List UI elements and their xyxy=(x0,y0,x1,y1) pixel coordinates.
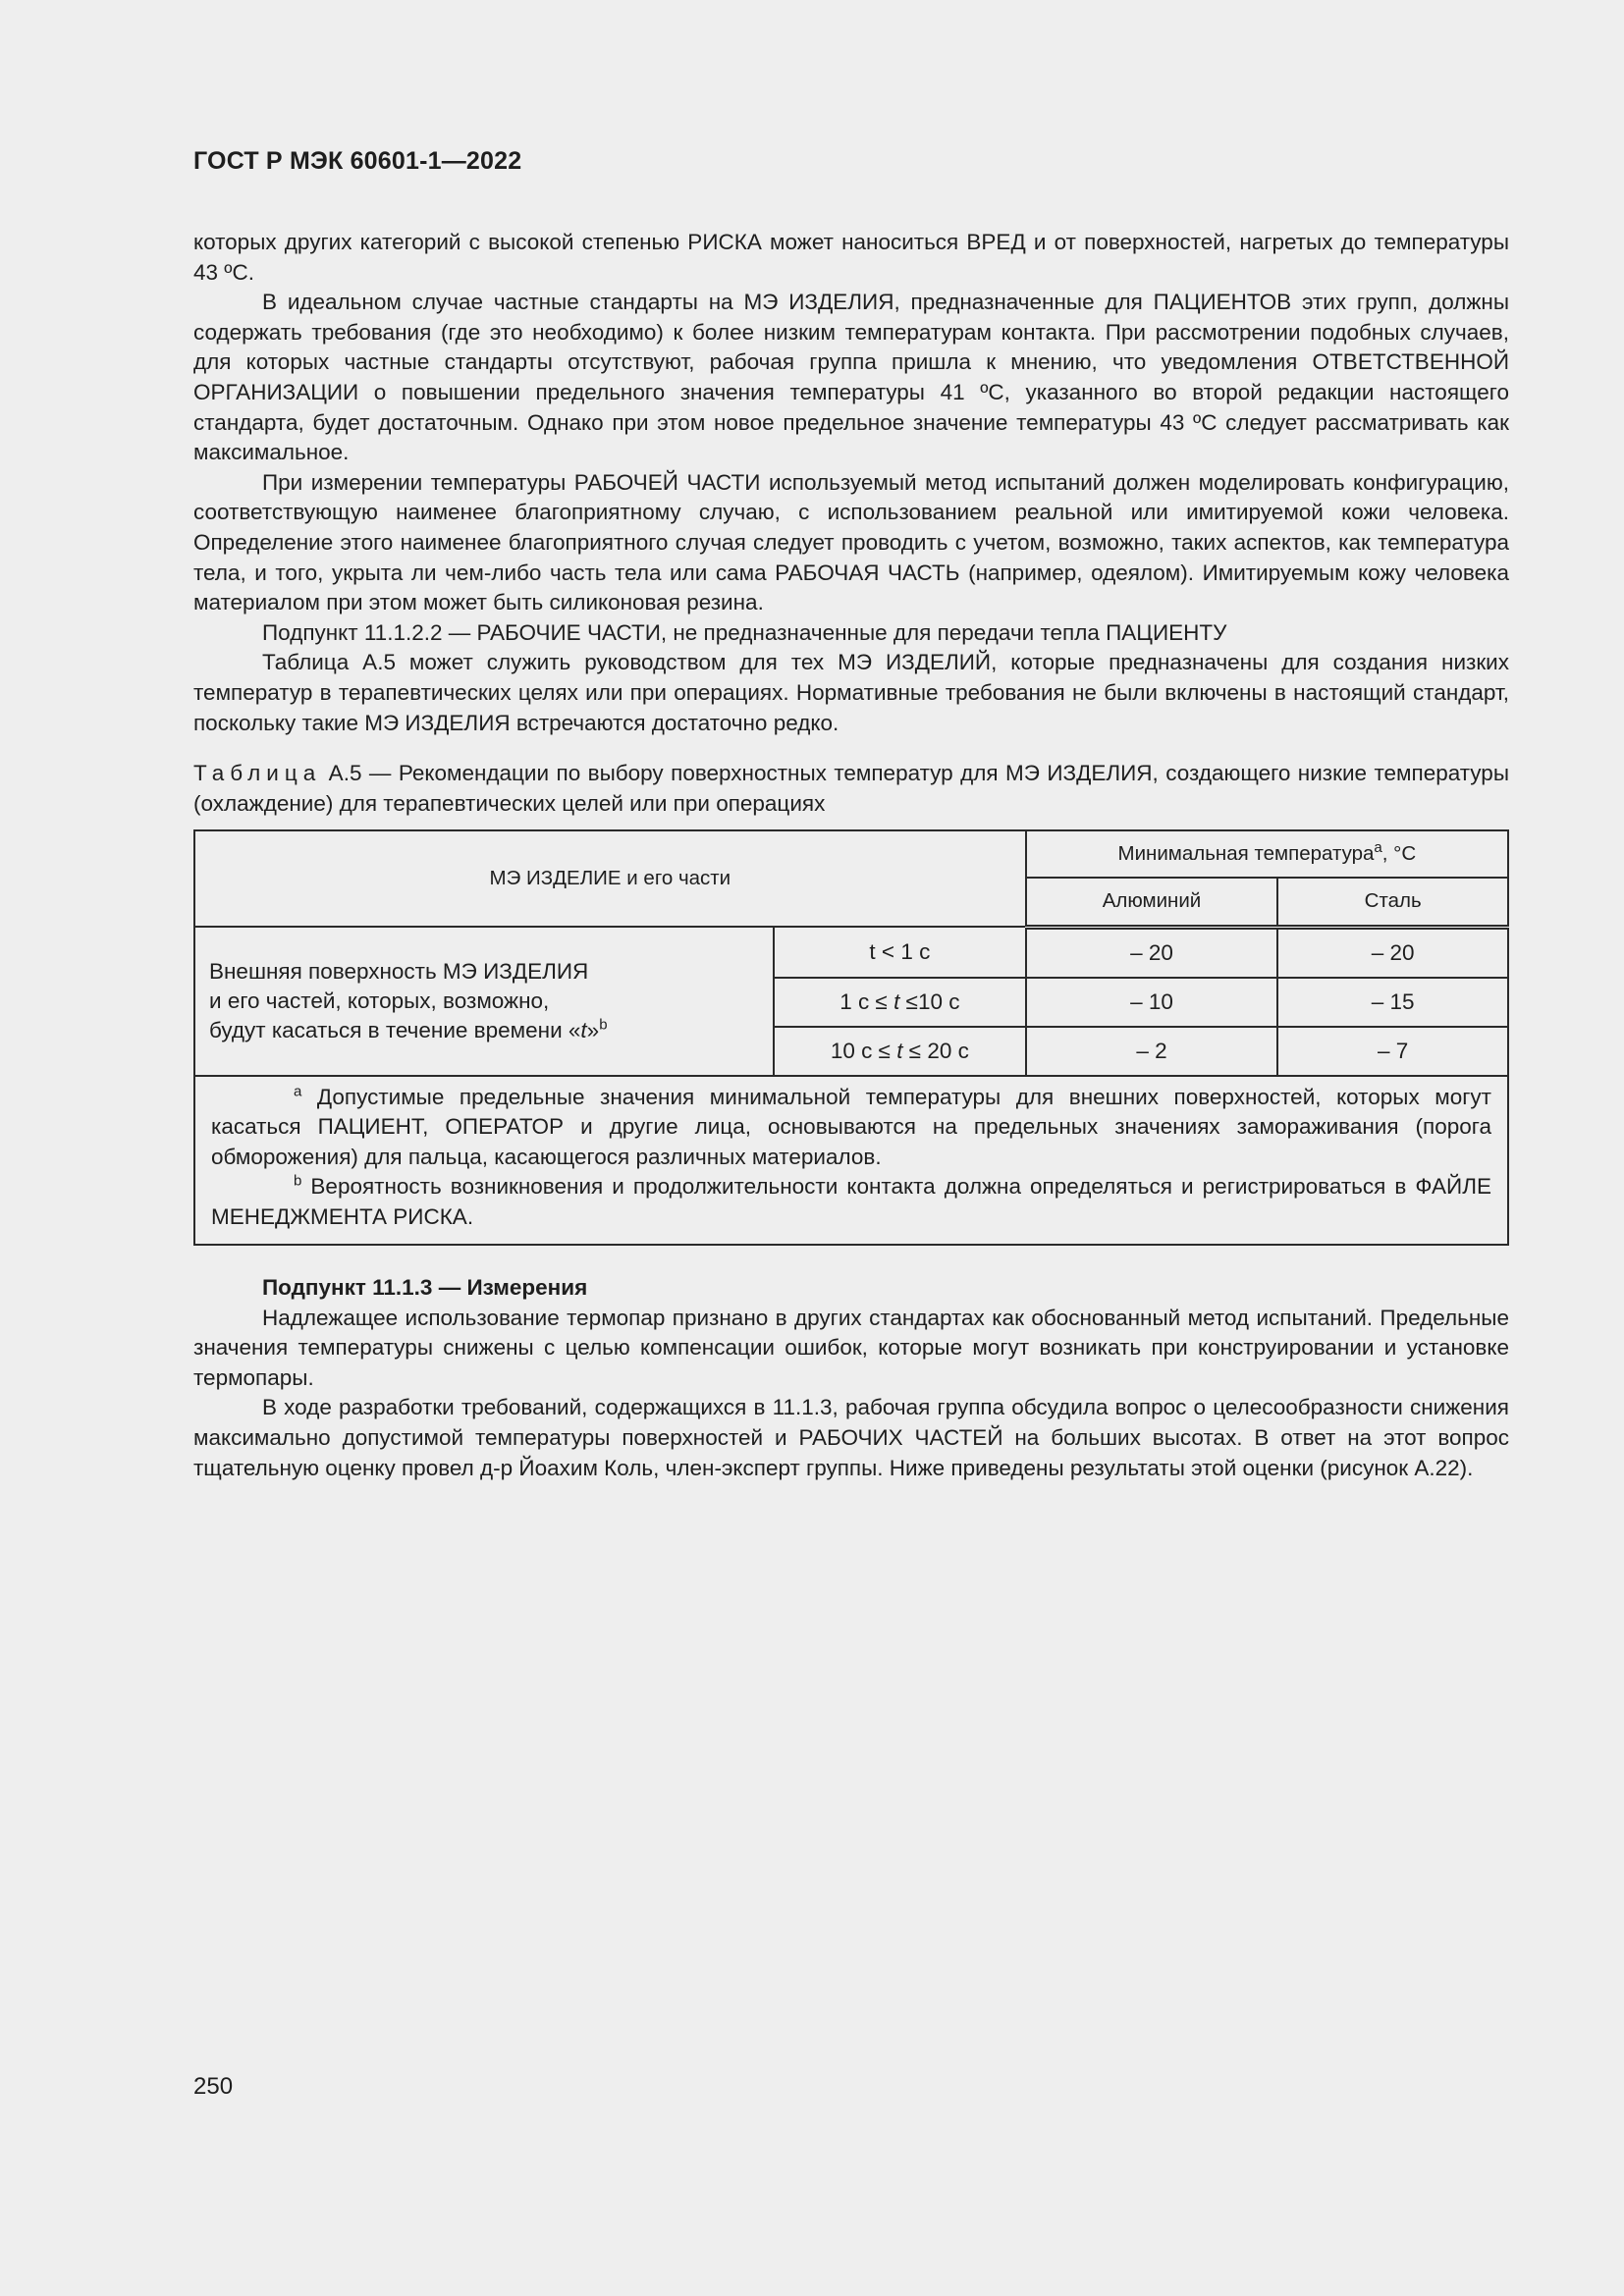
aluminium-value: – 10 xyxy=(1026,978,1278,1027)
header-min-temp-unit: , °С xyxy=(1381,842,1417,866)
table-caption xyxy=(193,759,1509,819)
row-label-line xyxy=(209,1016,759,1045)
paragraph: которых других категорий с высокой степенью РИСКА может наноситься ВРЕД и от поверхностей, нагретых до температуры 43 ºС. xyxy=(193,230,1509,285)
time-text: 1 с ≤ xyxy=(839,988,894,1014)
row-label-external-surface xyxy=(194,927,774,1076)
header-min-temperature xyxy=(1026,830,1508,878)
header-aluminium: Алюминий xyxy=(1026,878,1278,927)
paragraph: При измерении температуры РАБОЧЕЙ ЧАСТИ используемый метод испытаний должен моделировать конфигурацию, соответствующую наименее благоприятному случаю, с использованием реальной или имитируемой кожи человека. Определение этого наименее благоприятного случая следует проводить с учетом, возможно, таких аспектов, как температура тела, и того, укрыта ли чем-либо часть тела или сама РАБОЧАЯ ЧАСТЬ (например, одеялом). Имитируемым кожу человека материалом при этом может быть силиконовая резина. xyxy=(193,469,1509,615)
time-variable: t xyxy=(893,988,900,1014)
body-text-bottom xyxy=(193,1273,1509,1483)
note-a-text: Допустимые предельные значения минимальной температуры для внешних поверхностей, которых могут касаться ПАЦИЕНТ, ОПЕРАТОР и другие лица, основываются на предельных значениях замораживания (порога обморожения) для пальца, касающегося различных материалов. xyxy=(211,1084,1491,1169)
row-label-line: и его частей, которых, возможно, xyxy=(209,988,550,1013)
header-min-temp-text: Минимальная температура xyxy=(1117,842,1375,866)
note-b xyxy=(211,1172,1491,1232)
steel-value: – 20 xyxy=(1277,927,1508,978)
paragraph: В идеальном случае частные стандарты на МЭ ИЗДЕЛИЯ, предназначенные для ПАЦИЕНТОВ этих групп, должны содержать требования (где это необходимо) к более низким температурам контакта. При рассмотрении подобных случаев, для которых частные стандарты отсутствуют, рабочая группа пришла к мнению, что уведомления ОТВЕТСТВЕННОЙ ОРГАНИЗАЦИИ о повышении предельного значения температуры 41 ºС, указанного во второй редакции настоящего стандарта, будет достаточным. Однако при этом новое предельное значение температуры 43 ºС следует рассматривать как максимальное. xyxy=(193,290,1509,465)
paragraph: Подпункт 11.1.2.2 — РАБОЧИЕ ЧАСТИ, не предназначенные для передачи тепла ПАЦИЕНТУ xyxy=(262,619,1227,645)
footnote-mark-a: a xyxy=(294,1083,302,1099)
time-text: 10 с ≤ xyxy=(830,1038,897,1063)
header-device-parts-text: МЭ ИЗДЕЛИЕ и его части xyxy=(489,867,731,889)
steel-value: – 7 xyxy=(1277,1027,1508,1076)
aluminium-value: – 20 xyxy=(1026,927,1278,978)
footnote-mark-b: b xyxy=(599,1016,608,1034)
header-device-parts xyxy=(194,830,1026,927)
row-label-text: » xyxy=(586,1017,600,1042)
time-variable: t xyxy=(896,1038,903,1063)
table-caption-text: А.5 — Рекомендации по выбору поверхностных температур для МЭ ИЗДЕЛИЯ, создающего низкие температуры (охлаждение) для терапевтических целей или при операциях xyxy=(193,761,1509,816)
aluminium-value: – 2 xyxy=(1026,1027,1278,1076)
footnote-mark-a: a xyxy=(1374,839,1382,857)
time-text: ≤10 с xyxy=(899,988,960,1014)
body-text-top xyxy=(193,228,1509,738)
time-cell xyxy=(774,1027,1026,1076)
footnote-mark-b: b xyxy=(294,1172,302,1190)
time-text: t < 1 с xyxy=(869,938,931,964)
paragraph: Надлежащее использование термопар признано в других стандартах как обоснованный метод испытаний. Предельные значения температуры снижены с целью компенсации ошибок, которые могут возникать при конструировании и установке термопары. xyxy=(193,1305,1509,1390)
steel-value: – 15 xyxy=(1277,978,1508,1027)
subsection-heading: Подпункт 11.1.3 — Измерения xyxy=(262,1275,588,1300)
table-notes xyxy=(194,1076,1508,1246)
paragraph: Таблица А.5 может служить руководством для тех МЭ ИЗДЕЛИЙ, которые предназначены для создания низких температур в терапевтических целях или при операциях. Нормативные требования не были включены в настоящий стандарт, поскольку такие МЭ ИЗДЕЛИЯ встречаются достаточно редко. xyxy=(193,650,1509,735)
note-b-text: Вероятность возникновения и продолжительности контакта должна определяться и регистрироваться в ФАЙЛЕ МЕНЕДЖМЕНТА РИСКА. xyxy=(211,1174,1491,1229)
temperature-table xyxy=(193,829,1509,1246)
time-variable: t xyxy=(580,1017,587,1042)
row-label-line: Внешняя поверхность МЭ ИЗДЕЛИЯ xyxy=(209,958,589,984)
table-caption-label: Таблица xyxy=(193,761,322,785)
row-label-text: будут касаться в течение времени « xyxy=(209,1017,581,1042)
page-number: 250 xyxy=(193,2073,234,2100)
document-header: ГОСТ Р МЭК 60601-1—2022 xyxy=(193,147,522,175)
paragraph: В ходе разработки требований, содержащихся в 11.1.3, рабочая группа обсудила вопрос о целесообразности снижения максимально допустимой температуры поверхностей и РАБОЧИХ ЧАСТЕЙ на больших высотах. В ответ на этот вопрос тщательную оценку провел д-р Йоахим Коль, член-эксперт группы. Ниже приведены результаты этой оценки (рисунок А.22). xyxy=(193,1395,1509,1480)
header-steel: Сталь xyxy=(1277,878,1508,927)
time-text: ≤ 20 с xyxy=(902,1038,969,1063)
note-a xyxy=(211,1083,1491,1173)
time-cell xyxy=(774,927,1026,978)
time-cell xyxy=(774,978,1026,1027)
